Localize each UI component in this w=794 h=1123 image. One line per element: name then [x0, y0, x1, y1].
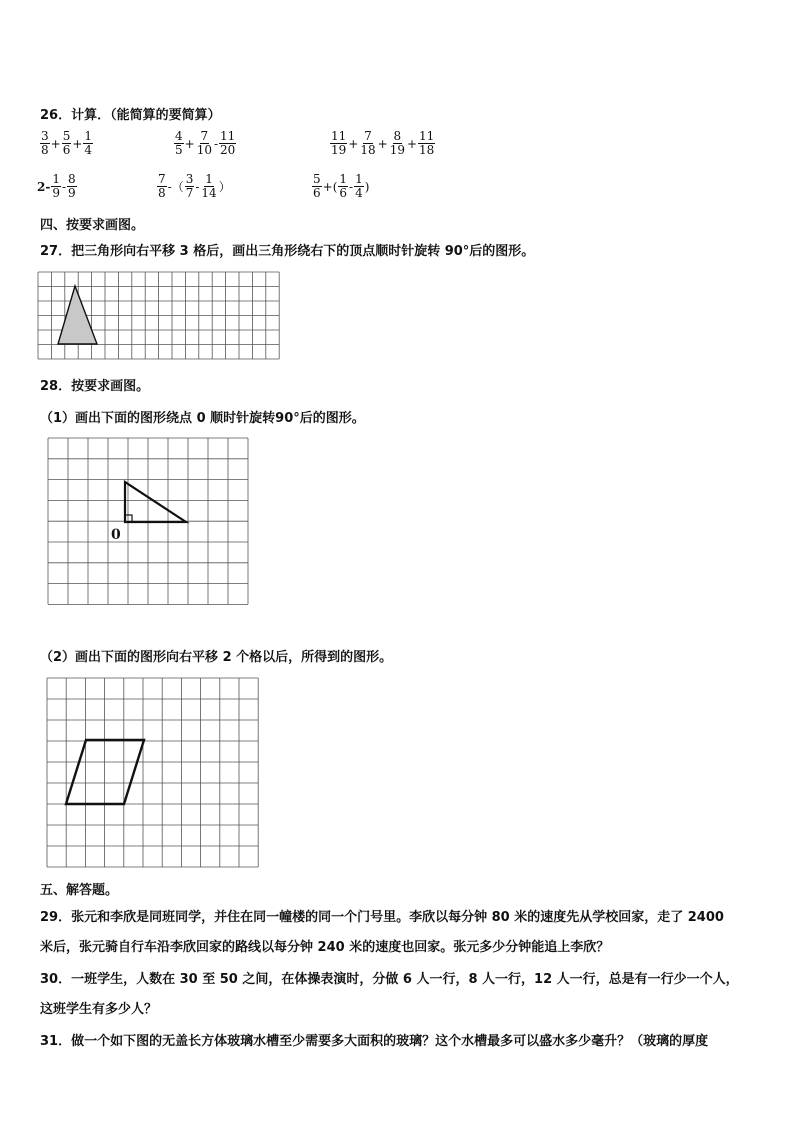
fraction: $\frac{5}{6}$ [62, 129, 71, 157]
section-heading-4: 四、按要求画图。 [40, 218, 145, 233]
q26-expr-4: 2- $\frac{1}{9}$ - $\frac{8}{9}$ [37, 172, 76, 200]
q27-text: 27．把三角形向右平移 3 格后，画出三角形绕右下的顶点顺时针旋转 90°后的图形。 [40, 244, 535, 259]
q26-expr-6: $\frac{5}{6}$ +( $\frac{1}{6}$ - $\frac{1}{4}$ ) [313, 172, 370, 200]
q27-grid-figure [36, 271, 282, 361]
section-heading-5: 五、解答题。 [40, 883, 119, 898]
q26-expr-2: $\frac{4}{5}$ + $\frac{7}{10}$ - $\frac{11}{20}$ [175, 129, 236, 157]
q30-line-1: 30．一班学生，人数在 30 至 50 之间，在体操表演时，分做 6 人一行，8 人一行，12 人一行，总是有一行少一个人， [40, 972, 739, 987]
q26-expr-5: $\frac{7}{8}$ -（ $\frac{3}{7}$ - $\frac{1}{14}$ ） [158, 172, 231, 200]
triangle-shape [58, 286, 97, 344]
q28-part1-grid-figure [44, 436, 250, 608]
q31-line-1: 31．做一个如下图的无盖长方体玻璃水槽至少需要多大面积的玻璃？这个水槽最多可以盛水多少毫升？（玻璃的厚度 [40, 1034, 709, 1049]
q26-expr-1: $\frac{3}{8}$ + $\frac{5}{6}$ + $\frac{1}{4}$ [41, 129, 93, 157]
q28-part1-text: （1）画出下面的图形绕点 0 顺时针旋转90°后的图形。 [40, 411, 365, 426]
fraction: $\frac{1}{4}$ [84, 129, 93, 157]
rotation-point-label: 0 [111, 527, 121, 543]
right-triangle-shape [125, 482, 186, 522]
q26-title: 26．计算．（能简算的要简算） [40, 108, 221, 123]
q28-part2-grid-figure [44, 676, 262, 870]
q26-expr-3: $\frac{11}{19}$ + $\frac{7}{18}$ + $\frac{8}{19}$ + $\frac{11}{18}$ [331, 129, 435, 157]
q28-text: 28．按要求画图。 [40, 379, 150, 394]
q28-part2-text: （2）画出下面的图形向右平移 2 个格以后，所得到的图形。 [40, 650, 393, 665]
fraction: $\frac{3}{8}$ [41, 129, 49, 157]
q29-line-2: 米后，张元骑自行车沿李欣回家的路线以每分钟 240 米的速度也回家。张元多少分钟能追上李欣？ [40, 940, 610, 955]
parallelogram-shape [66, 740, 144, 804]
q29-line-1: 29．张元和李欣是同班同学，并住在同一幢楼的同一个门号里。李欣以每分钟 80 米的速度先从学校回家，走了 2400 [40, 910, 724, 925]
q30-line-2: 这班学生有多少人？ [40, 1002, 158, 1017]
